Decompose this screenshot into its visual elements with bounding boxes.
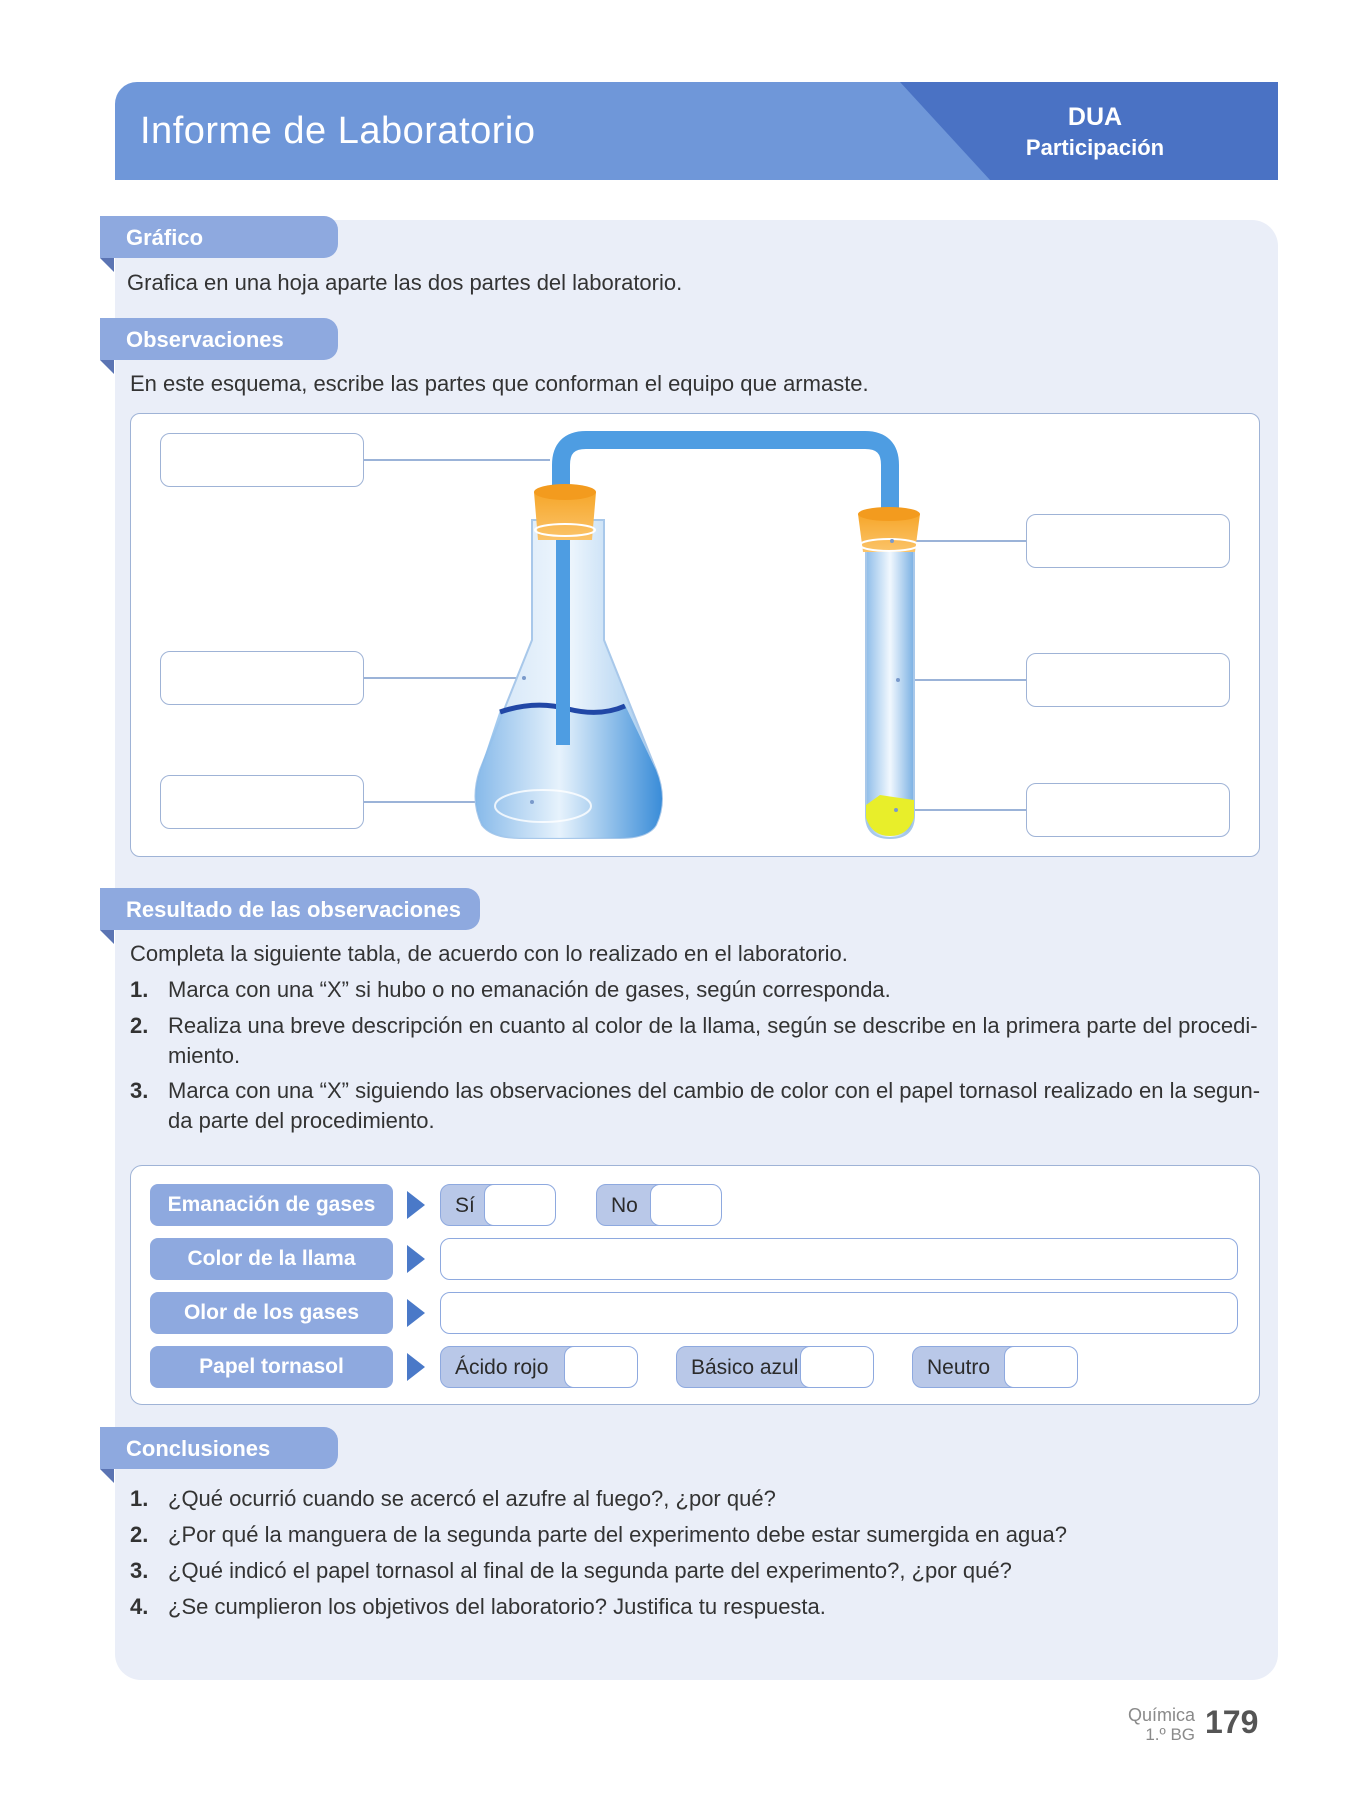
test-tube-litmus (866, 795, 914, 836)
option-label: Sí (455, 1194, 475, 1217)
checkbox-basico-azul[interactable] (800, 1346, 874, 1388)
section-title-observaciones: Observaciones (126, 327, 284, 352)
delivery-hose (561, 440, 890, 520)
flask-inner-tube (556, 520, 570, 745)
row-label-olor-gases: Olor de los gases (150, 1292, 393, 1334)
list-text: ¿Qué ocurrió cuando se acercó el azufre al fuego?, ¿por qué? (168, 1486, 776, 1511)
grafico-text: Grafica en una hoja aparte las dos partes del laboratorio. (127, 270, 683, 295)
option-acido-rojo[interactable] (440, 1346, 638, 1388)
option-no[interactable] (596, 1184, 722, 1226)
list-number: 2. (130, 1522, 149, 1547)
answer-field-olor-gases[interactable] (440, 1292, 1238, 1334)
list-number: 4. (130, 1594, 149, 1619)
resultado-intro: Completa la siguiente tabla, de acuerdo con lo realizado en el laboratorio. (130, 941, 848, 966)
list-number: 1. (130, 977, 149, 1002)
option-label: No (611, 1194, 638, 1217)
footer-subject: Química (1127, 1705, 1195, 1725)
checkbox-no[interactable] (650, 1184, 722, 1226)
option-neutro[interactable] (912, 1346, 1078, 1388)
section-title-conclusiones: Conclusiones (126, 1436, 271, 1461)
dua-label: DUA (1067, 103, 1123, 131)
conclusion-item-3 (130, 1558, 1012, 1584)
conclusion-item-2 (130, 1522, 1067, 1548)
test-tube (866, 530, 914, 838)
list-text: ¿Se cumplieron los objetivos del laboratorio? Justifica tu respuesta. (168, 1594, 826, 1619)
footer-grade: 1.º BG (1145, 1725, 1195, 1744)
arrow-right-icon (407, 1299, 425, 1327)
section-title-resultado: Resultado de las observaciones (126, 897, 462, 922)
arrow-right-icon (407, 1353, 425, 1381)
list-number: 1. (130, 1486, 149, 1511)
list-number: 3. (130, 1078, 149, 1103)
page-number: 179 (1205, 1704, 1259, 1740)
answer-field-color-llama[interactable] (440, 1238, 1238, 1280)
row-label-emanacion: Emanación de gases (150, 1184, 393, 1226)
section-title-grafico: Gráfico (126, 225, 204, 250)
list-text: Realiza una breve descripción en cuanto al color de la llama, según se describe en la primera parte del procedi- (168, 1013, 1258, 1038)
resultado-item-2-cont: miento. (168, 1043, 241, 1068)
resultado-item-3 (130, 1078, 1260, 1104)
list-text: ¿Por qué la manguera de la segunda parte del experimento debe estar sumergida en agua? (168, 1522, 1067, 1547)
option-basico-azul[interactable] (676, 1346, 874, 1388)
checkbox-acido-rojo[interactable] (564, 1346, 638, 1388)
list-text: Marca con una “X” siguiendo las observaciones del cambio de color con el papel tornasol realizado en la segun- (168, 1078, 1261, 1103)
resultado-item-2 (130, 1013, 1258, 1039)
option-label: Neutro (927, 1356, 991, 1379)
option-label: Básico azul (691, 1356, 799, 1379)
resultado-item-3-cont: da parte del procedimiento. (168, 1108, 435, 1133)
page-title: Informe de Laboratorio (140, 110, 536, 152)
conclusion-item-1 (130, 1486, 776, 1512)
checkbox-neutro[interactable] (1004, 1346, 1078, 1388)
option-si[interactable] (440, 1184, 556, 1226)
dua-sub-label: Participación (1025, 135, 1165, 160)
tube-stopper-top (858, 507, 920, 521)
arrow-right-icon (407, 1245, 425, 1273)
row-label-papel-tornasol: Papel tornasol (150, 1346, 393, 1388)
list-number: 2. (130, 1013, 149, 1038)
section-tab-resultado (100, 888, 480, 930)
list-text: Marca con una “X” si hubo o no emanación de gases, según corresponda. (168, 977, 891, 1002)
section-tab-conclusiones (100, 1427, 338, 1469)
resultado-item-1 (130, 977, 891, 1003)
option-label: Ácido rojo (455, 1356, 549, 1379)
row-label-color-llama: Color de la llama (150, 1238, 393, 1280)
checkbox-si[interactable] (484, 1184, 556, 1226)
list-number: 3. (130, 1558, 149, 1583)
flask-stopper-top (534, 484, 596, 500)
list-text: ¿Qué indicó el papel tornasol al final de la segunda parte del experimento?, ¿por qué? (168, 1558, 1012, 1583)
observaciones-text: En este esquema, escribe las partes que conforman el equipo que armaste. (130, 371, 869, 396)
conclusion-item-4 (130, 1594, 826, 1620)
arrow-right-icon (407, 1191, 425, 1219)
